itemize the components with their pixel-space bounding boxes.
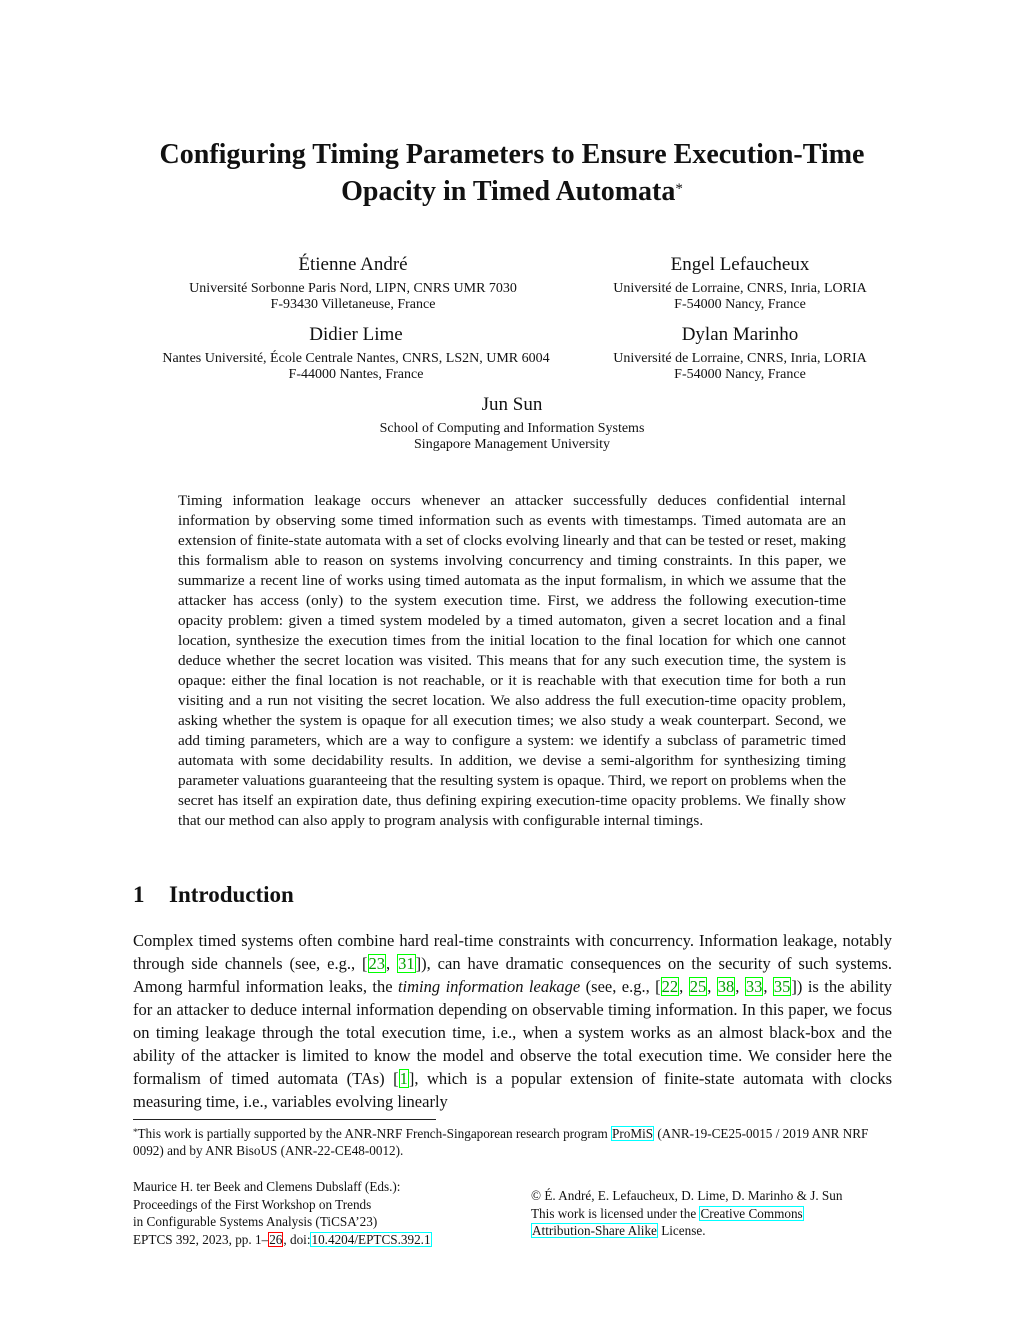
- intro-text: (see, e.g., [: [580, 977, 661, 996]
- proceedings-title-2: in Configurable Systems Analysis (TiCSA’23): [133, 1214, 378, 1229]
- doi-link[interactable]: 10.4204/EPTCS.392.1: [311, 1231, 431, 1247]
- attribution-share-alike-link[interactable]: Attribution-Share Alike: [532, 1223, 657, 1238]
- citation-link[interactable]: 23: [368, 954, 386, 973]
- license-text: This work is licensed under the: [531, 1205, 700, 1221]
- citation-link[interactable]: 33: [745, 977, 763, 996]
- author-lefaucheux: [560, 253, 920, 313]
- proceedings-editors: Maurice H. ter Beek and Clemens Dubslaff (Eds.):: [133, 1179, 401, 1194]
- author-address: F-54000 Nancy, France: [674, 367, 806, 382]
- title-line-1: Configuring Timing Parameters to Ensure Execution-Time: [159, 139, 865, 170]
- author-affiliation: Université Sorbonne Paris Nord, LIPN, CNRS UMR 7030: [189, 281, 517, 296]
- copyright-line: © É. André, E. Lefaucheux, D. Lime, D. Marinho & J. Sun: [531, 1188, 843, 1203]
- license-line: [531, 1205, 901, 1223]
- author-address: F-93430 Villetaneuse, France: [270, 297, 436, 312]
- footnote-text: This work is partially supported by the ANR-NRF French-Singaporean research program: [137, 1126, 612, 1141]
- intro-emphasis: timing information leakage: [397, 977, 581, 996]
- citation-link[interactable]: 31: [398, 954, 415, 973]
- citation-separator: ,: [386, 954, 398, 973]
- citation-link[interactable]: 38: [717, 977, 735, 996]
- author-address: F-54000 Nancy, France: [674, 297, 806, 312]
- proceedings-info: [133, 1178, 533, 1248]
- citation-separator: ,: [679, 977, 689, 996]
- proceedings-volume: EPTCS 392, 2023, pp. 1–: [133, 1231, 269, 1247]
- author-address: F-44000 Nantes, France: [288, 367, 424, 382]
- title-line-2: [120, 173, 904, 210]
- author-name: Dylan Marinho: [681, 324, 799, 345]
- author-address: Singapore Management University: [414, 437, 610, 452]
- author-affiliation: Nantes Université, École Centrale Nantes, CNRS, LS2N, UMR 6004: [162, 351, 550, 366]
- license-line-2: [531, 1222, 901, 1240]
- author-lime: [140, 323, 572, 383]
- author-sun: [352, 393, 672, 453]
- intro-text: ], which is a popular extension of finite-state automata with clocks measuring time, i.e., variables evolving linearly: [133, 1069, 892, 1111]
- citation-separator: ,: [735, 977, 745, 996]
- proceedings-title-1: Proceedings of the First Workshop on Trends: [133, 1196, 372, 1212]
- abstract: Timing information leakage occurs whenever an attacker successfully deduces confidential internal information by observing some timed information such as events with timestamps. Timed automata are an extension of finite-state automata with a set of clocks evolving linearly and that can be tested or reset, making this formalism able to reason on systems involving concurrency and timing constraints. In this paper, we summarize a recent line of works using timed automata as the input formalism, in which we assume that the attacker has access (only) to the system execution time. First, we address the following execution-time opacity problem: given a timed system modeled by a timed automaton, given a secret location and a final location, synthesize the execution times from the initial location to the final location for which one cannot deduce whether the secret location was visited. This means that for any such execution time, the system is opaque: either the final location is not reachable, or it is reachable with that execution time for both a run visiting and a run not visiting the secret location. We also address the full execution-time opacity problem, asking whether the system is opaque for all execution times; we also study a weak counterpart. Second, we add timing parameters, which are a way to configure a system: we identify a subclass of parametric timed automata with some decidability results. In addition, we devise a semi-algorithm for synthesizing timing parameter valuations guaranteeing that the resulting system is opaque. Third, we report on problems when the secret has itself an expiration date, thus defining expiring execution-time opacity problems. We finally show that our method can also apply to program analysis with configurable internal timings.: [178, 492, 846, 829]
- title-line-2-text: Opacity in Timed Automata: [341, 176, 676, 207]
- license-info: [531, 1187, 901, 1240]
- citation-link[interactable]: 25: [689, 977, 707, 996]
- author-affiliation: School of Computing and Information Systems: [379, 421, 645, 436]
- footnote-rule: [133, 1119, 436, 1120]
- intro-text: ]), can have dramatic consequences on the security of such systems. Among harmful information leaks, the: [133, 954, 892, 996]
- title-footnote-mark[interactable]: *: [675, 181, 683, 197]
- citation-link[interactable]: 35: [773, 977, 791, 996]
- author-name: Étienne André: [298, 254, 408, 275]
- author-affiliation: Université de Lorraine, CNRS, Inria, LORIA: [613, 351, 867, 366]
- author-marinho: [590, 323, 890, 383]
- footnote-text: (ANR-19-CE25-0015 / 2019 ANR NRF 0092) and by ANR BisoUS (ANR-22-CE48-0012).: [133, 1126, 869, 1158]
- footnote-mark: *: [133, 1127, 138, 1137]
- last-page-link[interactable]: 26: [269, 1231, 283, 1247]
- citation-link[interactable]: 22: [661, 977, 679, 996]
- citation-separator: ,: [707, 977, 717, 996]
- section-title: Introduction: [169, 882, 294, 907]
- author-name: Jun Sun: [481, 394, 543, 415]
- citation-separator: ,: [763, 977, 773, 996]
- author-andre: [168, 253, 538, 313]
- section-number: 1: [133, 882, 145, 907]
- author-affiliation: Université de Lorraine, CNRS, Inria, LORIA: [613, 281, 867, 296]
- intro-text: Complex timed systems often combine hard real-time constraints with concurrency. Information leakage, notably through side channels (see, e.g., [: [133, 931, 892, 973]
- doi-label: , doi:: [283, 1231, 311, 1247]
- citation-link[interactable]: 1: [399, 1069, 408, 1088]
- section-heading: [133, 882, 294, 908]
- footnote: [133, 1125, 892, 1159]
- proceedings-citation: [133, 1231, 533, 1249]
- intro-paragraph: [133, 929, 892, 1113]
- intro-text: ]) is the ability for an attacker to deduce internal information depending on observable timing information. In this paper, we focus on timing leakage through the total execution time, i.e., when a system works as an almost black-box and the ability of the attacker is limited to know the model and observe the total execution time. We consider here the formalism of timed automata (TAs) [: [133, 977, 893, 1088]
- promis-link[interactable]: ProMiS: [612, 1126, 654, 1141]
- author-name: Didier Lime: [309, 324, 403, 345]
- license-text: License.: [657, 1223, 706, 1238]
- paper-title: [120, 136, 904, 210]
- creative-commons-link[interactable]: Creative Commons: [700, 1205, 803, 1221]
- author-name: Engel Lefaucheux: [670, 254, 810, 275]
